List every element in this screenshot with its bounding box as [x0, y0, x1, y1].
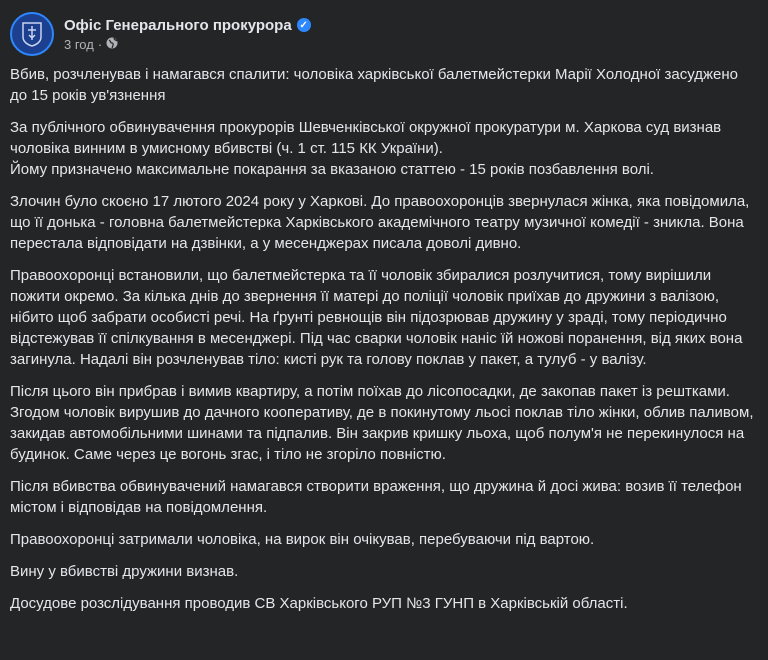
post-paragraph: Після цього він прибрав і вимив квартиру, а потім поїхав до лісопосадки, де закопав пакет із рештками. Згодом чоловік вирушив до дачного кооперативу, де в покинутому льосі поклав тіло жінки, облив паливом, закидав автомобільними шинами та підпалив. Він закрив кришку льоха, щоб полум'я не перекинулося на будинок. Саме через це вогонь згас, і тіло не згоріло повністю. [10, 383, 754, 463]
prosecutor-emblem-icon [21, 21, 43, 47]
author-name[interactable]: Офіс Генерального прокурора [64, 16, 292, 34]
post-paragraph: Вину у вбивстві дружини визнав. [10, 563, 239, 580]
post-paragraph: Після вбивства обвинувачений намагався створити враження, що дружина й досі жива: возив її телефон містом і відповідав на повідомлення. [10, 478, 742, 516]
post-header [0, 0, 768, 58]
post-body [0, 58, 768, 614]
verified-badge-icon: ✓ [297, 18, 311, 32]
post-paragraph: Злочин було скоєно 17 лютого 2024 року у Харкові. До правоохоронців звернулася жінка, яка повідомила, що її донька - головна балетмейстерка Харківського академічного театру музичної комедії - зникла. Вона перестала відповідати на дзвінки, а у месенджерах писала доволі дивно. [10, 193, 750, 252]
post-headline: Вбив, розчленував і намагався спалити: чоловіка харківської балетмейстерки Марії Холодної засуджено до 15 років ув'язнення [10, 66, 738, 104]
post-paragraph: Досудове розслідування проводив СВ Харківського РУП №3 ГУНП в Харківській області. [10, 595, 628, 612]
post-paragraph: Правоохоронці затримали чоловіка, на вирок він очікував, перебуваючи під вартою. [10, 531, 595, 548]
globe-icon[interactable] [106, 37, 118, 52]
author-avatar[interactable] [10, 12, 54, 56]
separator: · [97, 36, 103, 52]
post-paragraph: За публічного обвинувачення прокурорів Шевченківської окружної прокуратури м. Харкова суд визнав чоловіка винним в умисному вбивстві (ч. 1 ст. 115 КК України). Йому призначено максимальне покарання за вказаною статтею - 15 років позбавлення волі. [10, 119, 722, 178]
post-paragraph: Правоохоронці встановили, що балетмейстерка та її чоловік збиралися розлучитися, тому вирішили пожити окремо. За кілька днів до звернення її матері до поліції чоловік приїхав до дружини з валізою, нібито щоб забрати особисті речі. На ґрунті ревнощів він підозрював дружину у зраді, тому періодично відстежував її спілкування в месенджері. Під час сварки чоловік наніс їй ножові поранення, від яких вона загинула. Надалі він розчленував тіло: кисті рук та голову поклав у пакет, а тулуб - у валізу. [10, 267, 743, 368]
post-time[interactable]: 3 год [64, 36, 94, 52]
